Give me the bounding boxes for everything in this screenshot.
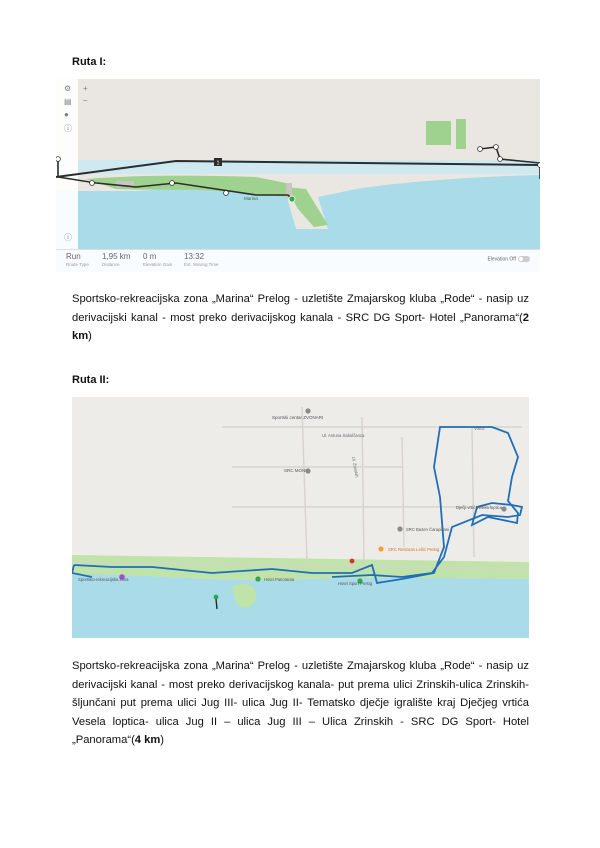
stat-distance: 1,95 km Distance xyxy=(102,252,131,267)
stat-route-type: Run Route Type xyxy=(66,252,89,267)
elevation-toggle[interactable]: Elevation Off xyxy=(487,256,530,262)
street-label-2: Ul. Zrinskih xyxy=(351,456,360,478)
settings-icon[interactable]: ⚙ xyxy=(64,84,72,93)
poi-label-1: Sportski centar ZVONARI xyxy=(272,415,324,420)
stat-elevation-gain: 0 m Elevation Gain xyxy=(143,252,173,267)
route-1-heading: Ruta I: xyxy=(72,56,107,68)
layers-icon[interactable]: ▤ xyxy=(64,97,72,106)
route-stats-bar xyxy=(56,249,540,272)
help-icon[interactable]: ⓘ xyxy=(64,233,72,242)
zoom-in-icon[interactable]: + xyxy=(83,84,88,93)
zoom-out-icon[interactable]: − xyxy=(83,96,88,105)
poi-label-6: Hotel Sport Prelog xyxy=(338,581,373,586)
poi-label-4: SRC Bazen Čarapičani xyxy=(406,527,450,532)
route-2-map-canvas[interactable] xyxy=(72,397,529,638)
street-label-1: Ul. Antuna Sabolčanca xyxy=(322,433,365,438)
poi-label-7: Sportsko-rekreacijska zona xyxy=(78,577,129,582)
stat-moving-time: 13:32 Est. Moving Time xyxy=(184,252,219,267)
route-1-marina-label: Marina xyxy=(244,196,258,201)
route-2-map[interactable] xyxy=(72,397,529,638)
pin-icon[interactable]: ● xyxy=(64,110,69,119)
route-1-map-canvas[interactable] xyxy=(56,79,540,272)
poi-label-2: SRC MONI xyxy=(284,468,307,473)
route-1-map[interactable] xyxy=(56,79,540,272)
poi-label-3: Dječji vrtić Vesela loptica xyxy=(456,505,503,510)
street-label-3: Vrtiće xyxy=(474,426,485,431)
poi-label-5: SRC Restoran Lešić Prelog xyxy=(388,547,440,552)
route-1-marker-label: 1 xyxy=(216,160,220,167)
route-2-description: Sportsko-rekreacijska zona „Marina“ Prelog - uzletište Zmajarskog kluba „Rode“ - nasip uz derivacijski kanal - most preko derivacijskog kanala- put prema ulici Zrinskih-ulica Zrinskih-šljunčani put prema ulici Jug III- ulica Jug II- Tematsko dječje igralište kraj Dječjeg vrtića Vesela loptica- ulica Jug II – ulica Jug III – Ulica Zrinskih - SRC DG Sport- Hotel „Panorama“(4 km) xyxy=(72,660,529,746)
poi-label-8: Hotel Panorama xyxy=(264,577,295,582)
route-2-heading: Ruta II: xyxy=(72,374,110,386)
info-icon[interactable]: ⓘ xyxy=(64,124,72,133)
route-1-description: Sportsko-rekreacijska zona „Marina“ Prelog - uzletište Zmajarskog kluba „Rode“ - nasip uz derivacijski kanal - most preko derivacijskog kanala - SRC DG Sport- Hotel „Panorama“(2 km) xyxy=(72,293,529,342)
